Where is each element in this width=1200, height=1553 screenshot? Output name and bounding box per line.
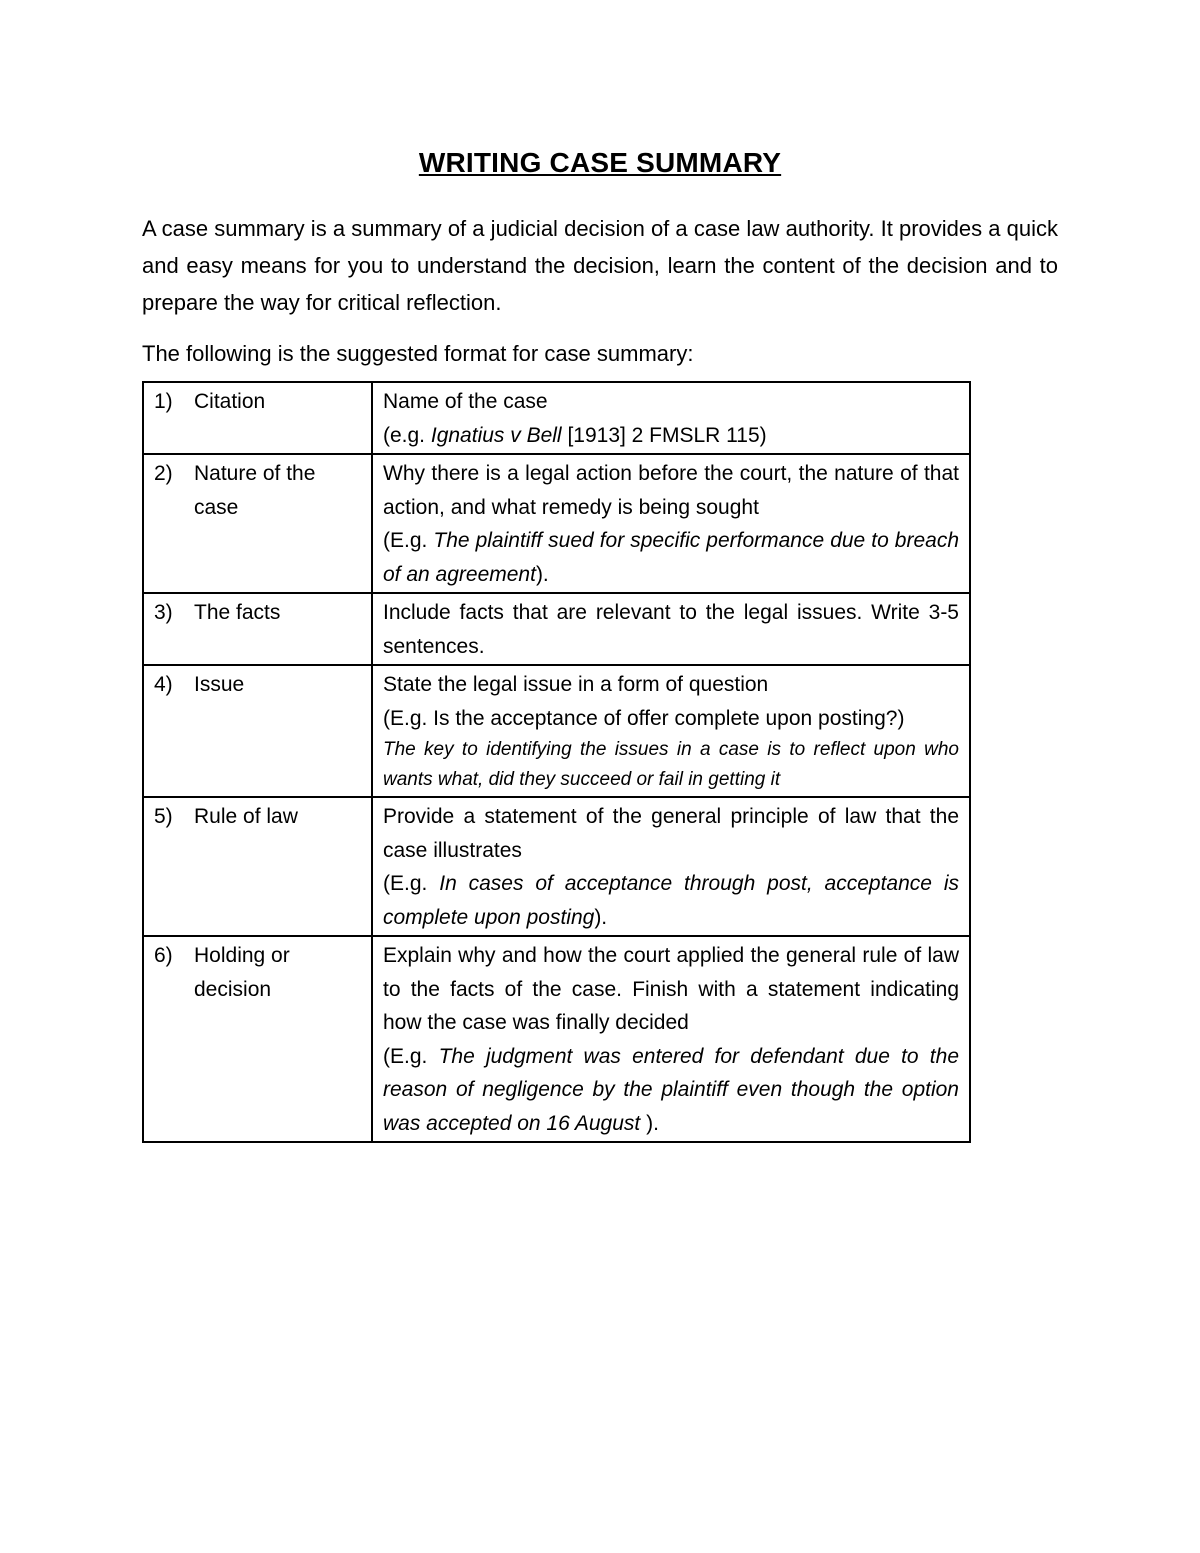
row-number: 1) bbox=[154, 390, 173, 413]
table-row bbox=[143, 665, 970, 797]
row-number: 3) bbox=[154, 601, 173, 624]
document-page bbox=[142, 140, 1058, 1143]
example-prefix: (e.g. bbox=[383, 423, 431, 447]
row-description-cell bbox=[372, 797, 970, 936]
example-prefix: (E.g. bbox=[383, 1044, 439, 1068]
document-title: WRITING CASE SUMMARY bbox=[418, 147, 782, 178]
row-label-cell bbox=[143, 382, 372, 454]
row-number: 2) bbox=[154, 462, 173, 485]
row-description-cell bbox=[372, 665, 970, 797]
example-italic: Ignatius v Bell bbox=[430, 423, 562, 447]
lead-paragraph: The following is the suggested format for case summary: bbox=[142, 341, 694, 366]
row-label: Nature of the case bbox=[194, 462, 316, 519]
row-description: Why there is a legal action before the court, the nature of that action, and what remedy is being sought bbox=[383, 462, 959, 519]
example-suffix: [1913] 2 FMSLR 115) bbox=[561, 423, 767, 447]
row-description-cell bbox=[372, 593, 970, 665]
row-label: Rule of law bbox=[194, 805, 298, 828]
intro-paragraph: A case summary is a summary of a judicial decision of a case law authority. It provides a quick and easy means for you to understand the decision, learn the content of the decision and to prepare the way for critical reflection. bbox=[142, 216, 1058, 315]
example-italic: The judgment was entered for defendant due to the reason of negligence by the plaintiff even though the option was accepted on 16 August bbox=[383, 1044, 960, 1135]
row-label: Holding or decision bbox=[194, 944, 290, 1001]
row-description-cell bbox=[372, 454, 970, 593]
row-note: The key to identifying the issues in a case is to reflect upon who wants what, did they succeed or fail in getting it bbox=[383, 739, 959, 790]
example-suffix: ). bbox=[594, 905, 608, 929]
row-description: Explain why and how the court applied the general rule of law to the facts of the case. Finish with a statement indicating how the case was finally decided bbox=[383, 944, 959, 1034]
row-description-cell bbox=[372, 936, 970, 1142]
example-italic: In cases of acceptance through post, acceptance is complete upon posting bbox=[383, 872, 959, 929]
row-description: Name of the case bbox=[383, 390, 548, 413]
row-example bbox=[383, 1040, 959, 1141]
row-example bbox=[383, 524, 959, 591]
table-row bbox=[143, 936, 970, 1142]
row-description: Include facts that are relevant to the legal issues. Write 3-5 sentences. bbox=[383, 601, 959, 658]
row-label-cell bbox=[143, 936, 372, 1142]
row-description: State the legal issue in a form of question bbox=[383, 673, 769, 696]
row-label: The facts bbox=[194, 601, 281, 624]
row-description: Provide a statement of the general principle of law that the case illustrates bbox=[383, 805, 959, 862]
table-row bbox=[143, 797, 970, 936]
table-row bbox=[143, 454, 970, 593]
row-label-cell bbox=[143, 665, 372, 797]
example-italic: The plaintiff sued for specific performance due to breach of an agreement bbox=[383, 529, 959, 586]
row-number: 4) bbox=[154, 673, 173, 696]
example-prefix: (E.g. bbox=[383, 872, 440, 895]
row-example bbox=[383, 867, 959, 934]
row-number: 5) bbox=[154, 805, 173, 828]
row-example bbox=[383, 419, 959, 453]
example-suffix: ). bbox=[535, 562, 549, 586]
row-number: 6) bbox=[154, 944, 173, 967]
row-label-cell bbox=[143, 797, 372, 936]
row-label-cell bbox=[143, 593, 372, 665]
example-suffix: ). bbox=[646, 1111, 659, 1135]
row-label: Citation bbox=[194, 390, 266, 413]
table-row bbox=[143, 593, 970, 665]
row-label-cell bbox=[143, 454, 372, 593]
table-row bbox=[143, 382, 970, 454]
row-example: (E.g. Is the acceptance of offer complete upon posting?) bbox=[383, 706, 905, 730]
row-label: Issue bbox=[194, 673, 245, 696]
example-prefix: (E.g. bbox=[383, 529, 434, 552]
format-table bbox=[142, 381, 971, 1143]
row-description-cell bbox=[372, 382, 970, 454]
